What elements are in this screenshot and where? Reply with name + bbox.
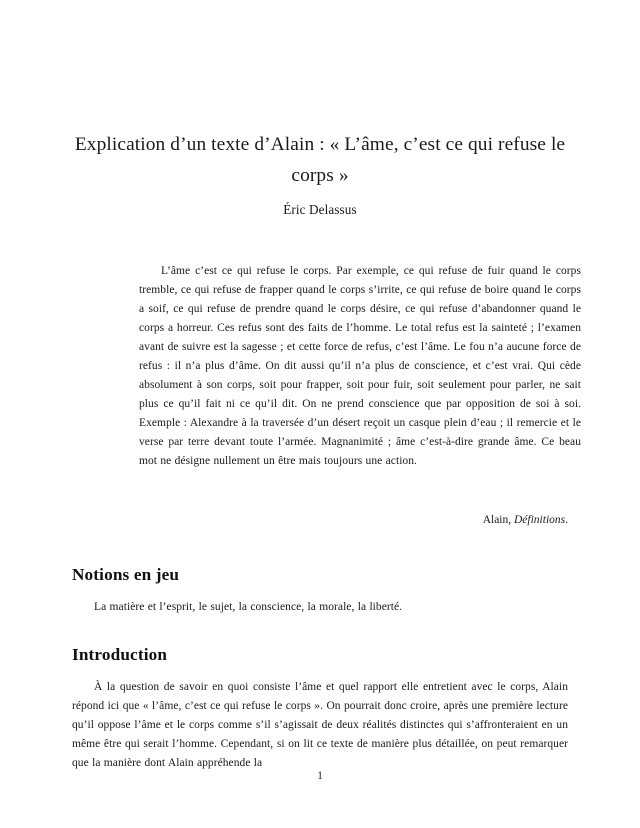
section-body-introduction: À la question de savoir en quoi consiste l’âme et quel rapport elle entretient avec le corps, Alain répond ici que « l’âme, c’est ce qui refuse le corps ». On pourrait donc croire, après une première lecture qu’il oppose l’âme et le corps comme s’il s’agissait de deux réalités distinctes qui s’affronteraient en un même être qui serait l’homme. Cependant, si on lit ce texte de manière plus détaillée, on peut remarquer que la manière dont Alain appréhende la [72,680,568,769]
author-byline: Éric Delassus [283,202,357,217]
section-heading-introduction: Introduction [72,645,168,665]
section-body-notions: La matière et l’esprit, le sujet, la conscience, la morale, la liberté. [94,600,403,613]
attribution-suffix: . [565,514,568,526]
page-title: Explication d’un texte d’Alain : « L’âme, c’est ce qui refuse le corps » [74,133,566,187]
attribution-work-title: Définitions [514,514,566,526]
quote-attribution [99,511,568,530]
page-number-folio: 1 [317,770,323,782]
attribution-author: Alain, [482,514,514,526]
section-heading-notions: Notions en jeu [72,565,180,585]
block-quote: L’âme c’est ce qui refuse le corps. Par exemple, ce qui refuse de fuir quand le corps tremble, ce qui refuse de frapper quand le corps s’irrite, ce qui refuse de boire quand le corps a soif, ce qui refuse de prendre quand le corps désire, ce qui refuse d’abandonner quand le corps a horreur. Ces refus sont des faits de l’homme. Le total refus est la sainteté ; l’examen avant de suivre est la sagesse ; et cette force de refus, c’est l’âme. Le fou n’a aucune force de refus : il n’a plus d’âme. On dit aussi qu’il n’a plus de conscience, et c’est vrai. Qui cède absolument à son corps, soit pour frapper, soit pour fuir, soit seulement pour parler, ne sait plus ce qu’il fait ni ce qu’il dit. On ne prend conscience que par opposition de soi à soi. Exemple : Alexandre à la traversée d’un désert reçoit un casque plein d’eau ; il remercie et le verse par terre devant toute l’armée. Magnanimité ; âme c’est-à-dire grande âme. Ce beau mot ne désigne nullement un être mais toujours une action. [139,264,581,467]
